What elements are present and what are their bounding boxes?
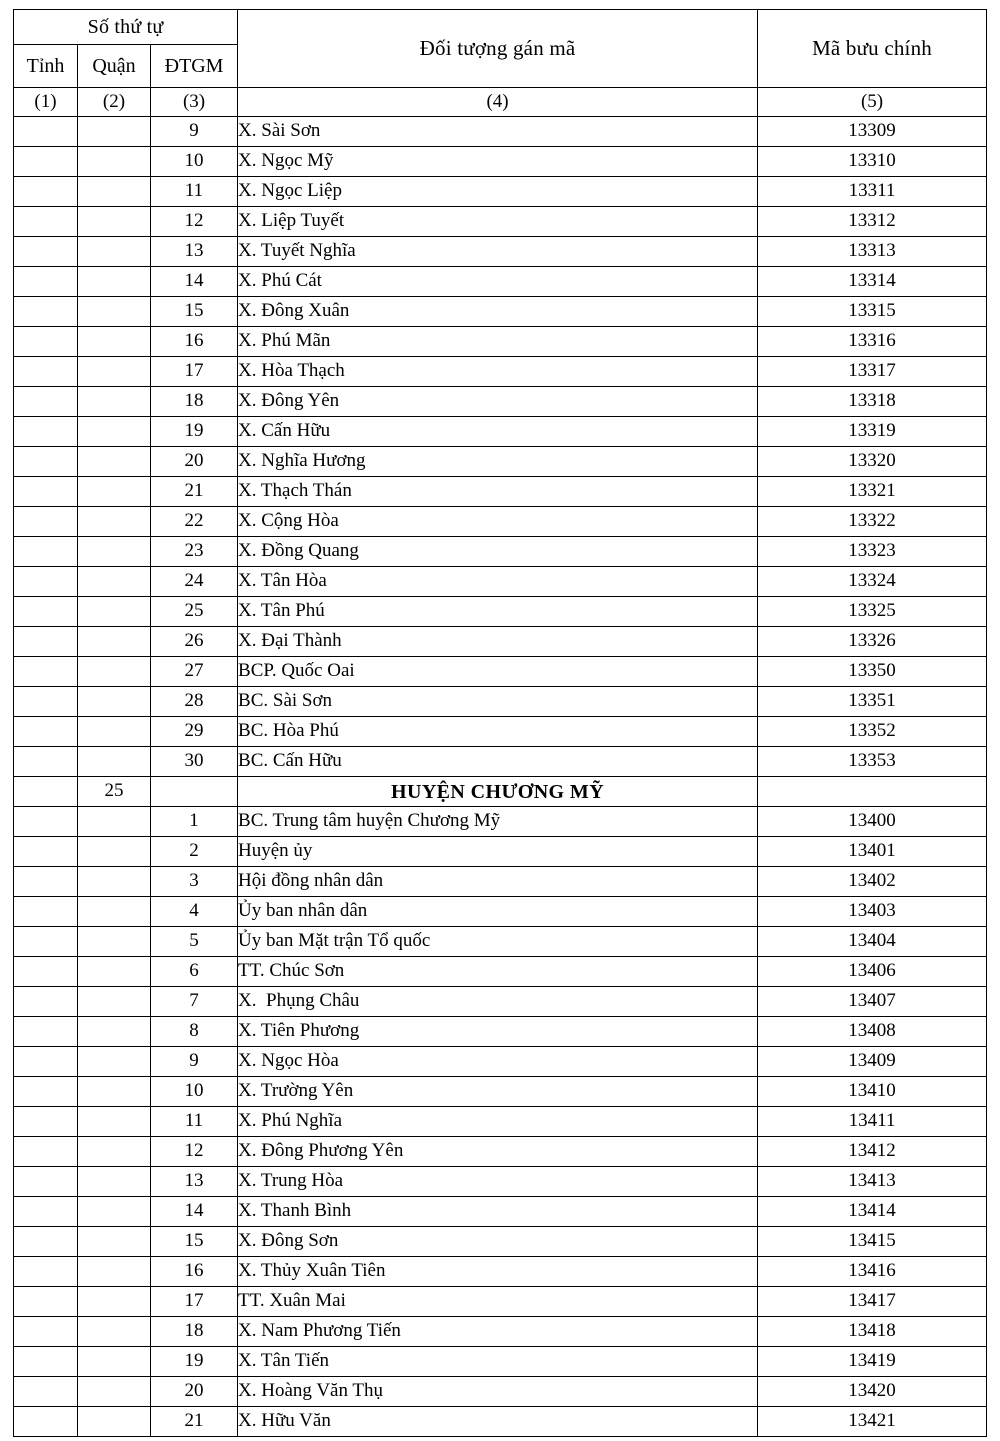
cell-doi-tuong: X. Hoàng Văn Thụ (238, 1377, 758, 1407)
cell-quan (78, 117, 151, 147)
cell-quan (78, 897, 151, 927)
cell-doi-tuong: X. Tân Hòa (238, 567, 758, 597)
cell-tinh (14, 207, 78, 237)
cell-quan (78, 387, 151, 417)
cell-doi-tuong: BC. Sài Sơn (238, 687, 758, 717)
header-number-2: (2) (78, 88, 151, 117)
cell-dtgm: 11 (151, 177, 238, 207)
cell-ma-buu-chinh: 13309 (758, 117, 987, 147)
table-row (14, 1167, 987, 1197)
cell-doi-tuong: X. Trường Yên (238, 1077, 758, 1107)
cell-tinh (14, 417, 78, 447)
cell-ma-buu-chinh: 13418 (758, 1317, 987, 1347)
cell-ma-buu-chinh: 13315 (758, 297, 987, 327)
cell-ma-buu-chinh: 13318 (758, 387, 987, 417)
cell-tinh (14, 597, 78, 627)
cell-dtgm: 7 (151, 987, 238, 1017)
cell-doi-tuong: Huyện ủy (238, 837, 758, 867)
cell-tinh (14, 1047, 78, 1077)
cell-dtgm: 15 (151, 297, 238, 327)
cell-tinh (14, 177, 78, 207)
cell-ma-buu-chinh: 13351 (758, 687, 987, 717)
table-row (14, 1287, 987, 1317)
cell-quan (78, 1407, 151, 1437)
cell-quan (78, 1287, 151, 1317)
table-row (14, 447, 987, 477)
cell-quan: 25 (78, 777, 151, 807)
cell-ma-buu-chinh: 13311 (758, 177, 987, 207)
cell-ma-buu-chinh: 13325 (758, 597, 987, 627)
table-row (14, 1137, 987, 1167)
cell-dtgm: 29 (151, 717, 238, 747)
cell-doi-tuong: TT. Xuân Mai (238, 1287, 758, 1317)
cell-dtgm: 15 (151, 1227, 238, 1257)
cell-doi-tuong: BC. Cấn Hữu (238, 747, 758, 777)
cell-tinh (14, 1347, 78, 1377)
cell-quan (78, 147, 151, 177)
cell-ma-buu-chinh: 13352 (758, 717, 987, 747)
cell-quan (78, 717, 151, 747)
header-number-1: (1) (14, 88, 78, 117)
cell-ma-buu-chinh: 13313 (758, 237, 987, 267)
cell-doi-tuong: X. Ngọc Hòa (238, 1047, 758, 1077)
cell-quan (78, 447, 151, 477)
cell-dtgm: 28 (151, 687, 238, 717)
table-row (14, 117, 987, 147)
cell-quan (78, 987, 151, 1017)
cell-quan (78, 1377, 151, 1407)
cell-doi-tuong: X. Tiên Phương (238, 1017, 758, 1047)
cell-dtgm: 10 (151, 1077, 238, 1107)
cell-doi-tuong: X. Thủy Xuân Tiên (238, 1257, 758, 1287)
table-row (14, 597, 987, 627)
header-row-numbers (14, 88, 987, 117)
cell-doi-tuong: X. Phú Cát (238, 267, 758, 297)
cell-quan (78, 1197, 151, 1227)
cell-dtgm: 11 (151, 1107, 238, 1137)
cell-dtgm: 18 (151, 387, 238, 417)
cell-dtgm: 16 (151, 1257, 238, 1287)
cell-dtgm: 6 (151, 957, 238, 987)
header-ma-buu-chinh: Mã bưu chính (758, 10, 987, 88)
cell-tinh (14, 657, 78, 687)
cell-dtgm: 22 (151, 507, 238, 537)
table-row (14, 267, 987, 297)
cell-ma-buu-chinh: 13321 (758, 477, 987, 507)
table-row (14, 537, 987, 567)
table-row (14, 837, 987, 867)
cell-quan (78, 1047, 151, 1077)
cell-ma-buu-chinh: 13410 (758, 1077, 987, 1107)
table-row (14, 567, 987, 597)
cell-quan (78, 177, 151, 207)
cell-tinh (14, 807, 78, 837)
cell-doi-tuong: X. Cấn Hữu (238, 417, 758, 447)
cell-ma-buu-chinh: 13323 (758, 537, 987, 567)
header-doi-tuong-gan-ma: Đối tượng gán mã (238, 10, 758, 88)
cell-ma-buu-chinh: 13322 (758, 507, 987, 537)
cell-dtgm: 25 (151, 597, 238, 627)
cell-ma-buu-chinh: 13403 (758, 897, 987, 927)
cell-doi-tuong: X. Đông Phương Yên (238, 1137, 758, 1167)
table-row (14, 1047, 987, 1077)
cell-doi-tuong: X. Cộng Hòa (238, 507, 758, 537)
table-row (14, 867, 987, 897)
cell-quan (78, 1017, 151, 1047)
cell-tinh (14, 297, 78, 327)
cell-ma-buu-chinh: 13314 (758, 267, 987, 297)
table-row (14, 1197, 987, 1227)
cell-ma-buu-chinh: 13415 (758, 1227, 987, 1257)
cell-dtgm: 19 (151, 417, 238, 447)
table-row (14, 1257, 987, 1287)
cell-quan (78, 507, 151, 537)
cell-doi-tuong: Hội đồng nhân dân (238, 867, 758, 897)
cell-doi-tuong: X. Hữu Văn (238, 1407, 758, 1437)
header-tinh: Tỉnh (14, 45, 78, 88)
section-header-row (14, 777, 987, 807)
cell-quan (78, 927, 151, 957)
cell-doi-tuong: X. Nghĩa Hương (238, 447, 758, 477)
cell-tinh (14, 987, 78, 1017)
cell-ma-buu-chinh: 13417 (758, 1287, 987, 1317)
table-row (14, 717, 987, 747)
cell-tinh (14, 327, 78, 357)
table-row (14, 1077, 987, 1107)
cell-doi-tuong: X. Đông Yên (238, 387, 758, 417)
header-dtgm: ĐTGM (151, 45, 238, 88)
cell-tinh (14, 117, 78, 147)
cell-quan (78, 1077, 151, 1107)
table-row (14, 297, 987, 327)
cell-dtgm: 16 (151, 327, 238, 357)
cell-quan (78, 357, 151, 387)
cell-doi-tuong: X. Trung Hòa (238, 1167, 758, 1197)
cell-doi-tuong: TT. Chúc Sơn (238, 957, 758, 987)
cell-tinh (14, 777, 78, 807)
cell-dtgm: 23 (151, 537, 238, 567)
cell-ma-buu-chinh: 13316 (758, 327, 987, 357)
cell-quan (78, 1317, 151, 1347)
cell-tinh (14, 687, 78, 717)
cell-quan (78, 1107, 151, 1137)
cell-tinh (14, 837, 78, 867)
cell-dtgm: 30 (151, 747, 238, 777)
cell-tinh (14, 1017, 78, 1047)
cell-doi-tuong: X. Tân Tiến (238, 1347, 758, 1377)
cell-dtgm: 20 (151, 1377, 238, 1407)
header-number-3: (3) (151, 88, 238, 117)
cell-quan (78, 1137, 151, 1167)
cell-tinh (14, 507, 78, 537)
table-row (14, 1377, 987, 1407)
table-row (14, 957, 987, 987)
cell-ma-buu-chinh: 13326 (758, 627, 987, 657)
cell-ma-buu-chinh: 13400 (758, 807, 987, 837)
cell-ma-buu-chinh: 13421 (758, 1407, 987, 1437)
cell-tinh (14, 897, 78, 927)
table-row (14, 507, 987, 537)
table-row (14, 1017, 987, 1047)
cell-ma-buu-chinh: 13412 (758, 1137, 987, 1167)
cell-tinh (14, 447, 78, 477)
cell-quan (78, 1227, 151, 1257)
cell-ma-buu-chinh: 13409 (758, 1047, 987, 1077)
cell-quan (78, 537, 151, 567)
cell-quan (78, 747, 151, 777)
table-row (14, 237, 987, 267)
cell-dtgm: 12 (151, 1137, 238, 1167)
cell-tinh (14, 1317, 78, 1347)
cell-dtgm: 17 (151, 1287, 238, 1317)
table-row (14, 987, 987, 1017)
cell-dtgm: 2 (151, 837, 238, 867)
table-row (14, 1347, 987, 1377)
cell-doi-tuong: X. Đồng Quang (238, 537, 758, 567)
cell-doi-tuong: X. Thạch Thán (238, 477, 758, 507)
cell-tinh (14, 1407, 78, 1437)
cell-ma-buu-chinh: 13317 (758, 357, 987, 387)
cell-quan (78, 267, 151, 297)
table-row (14, 147, 987, 177)
table-row (14, 207, 987, 237)
cell-tinh (14, 717, 78, 747)
cell-dtgm: 9 (151, 117, 238, 147)
cell-doi-tuong: X. Phú Mãn (238, 327, 758, 357)
cell-ma-buu-chinh: 13402 (758, 867, 987, 897)
cell-tinh (14, 957, 78, 987)
cell-ma-buu-chinh: 13320 (758, 447, 987, 477)
cell-ma-buu-chinh: 13401 (758, 837, 987, 867)
cell-quan (78, 207, 151, 237)
cell-dtgm: 9 (151, 1047, 238, 1077)
cell-quan (78, 597, 151, 627)
cell-ma-buu-chinh: 13350 (758, 657, 987, 687)
cell-tinh (14, 927, 78, 957)
cell-dtgm: 19 (151, 1347, 238, 1377)
cell-tinh (14, 1137, 78, 1167)
cell-doi-tuong: X. Đại Thành (238, 627, 758, 657)
cell-tinh (14, 1377, 78, 1407)
cell-tinh (14, 537, 78, 567)
cell-dtgm (151, 777, 238, 807)
cell-doi-tuong: X. Thanh Bình (238, 1197, 758, 1227)
cell-tinh (14, 477, 78, 507)
cell-dtgm: 21 (151, 1407, 238, 1437)
table-row (14, 1407, 987, 1437)
table-row (14, 657, 987, 687)
table-row (14, 357, 987, 387)
table-row (14, 417, 987, 447)
cell-tinh (14, 1167, 78, 1197)
cell-quan (78, 237, 151, 267)
table-row (14, 1227, 987, 1257)
cell-dtgm: 17 (151, 357, 238, 387)
cell-doi-tuong: X. Liệp Tuyết (238, 207, 758, 237)
cell-tinh (14, 1107, 78, 1137)
cell-doi-tuong: X. Nam Phương Tiến (238, 1317, 758, 1347)
cell-doi-tuong: BC. Trung tâm huyện Chương Mỹ (238, 807, 758, 837)
cell-dtgm: 13 (151, 237, 238, 267)
cell-dtgm: 1 (151, 807, 238, 837)
cell-ma-buu-chinh: 13310 (758, 147, 987, 177)
cell-dtgm: 12 (151, 207, 238, 237)
cell-tinh (14, 1227, 78, 1257)
table-row (14, 477, 987, 507)
cell-quan (78, 657, 151, 687)
cell-ma-buu-chinh: 13419 (758, 1347, 987, 1377)
header-quan: Quận (78, 45, 151, 88)
cell-doi-tuong: X. Ngọc Liệp (238, 177, 758, 207)
cell-doi-tuong: X. Sài Sơn (238, 117, 758, 147)
table-header (14, 10, 987, 117)
cell-ma-buu-chinh: 13319 (758, 417, 987, 447)
cell-dtgm: 26 (151, 627, 238, 657)
cell-dtgm: 14 (151, 267, 238, 297)
cell-tinh (14, 867, 78, 897)
cell-quan (78, 327, 151, 357)
cell-ma-buu-chinh: 13353 (758, 747, 987, 777)
cell-ma-buu-chinh: 13411 (758, 1107, 987, 1137)
cell-quan (78, 1257, 151, 1287)
table-row (14, 897, 987, 927)
cell-ma-buu-chinh: 13312 (758, 207, 987, 237)
cell-quan (78, 627, 151, 657)
cell-doi-tuong: X. Tân Phú (238, 597, 758, 627)
cell-dtgm: 8 (151, 1017, 238, 1047)
cell-doi-tuong: Ủy ban nhân dân (238, 897, 758, 927)
cell-quan (78, 807, 151, 837)
cell-dtgm: 13 (151, 1167, 238, 1197)
cell-doi-tuong: X. Hòa Thạch (238, 357, 758, 387)
cell-quan (78, 567, 151, 597)
cell-tinh (14, 567, 78, 597)
cell-ma-buu-chinh: 13414 (758, 1197, 987, 1227)
cell-doi-tuong: X. Phú Nghĩa (238, 1107, 758, 1137)
header-number-5: (5) (758, 88, 987, 117)
cell-dtgm: 3 (151, 867, 238, 897)
cell-tinh (14, 627, 78, 657)
cell-ma-buu-chinh: 13406 (758, 957, 987, 987)
cell-tinh (14, 237, 78, 267)
cell-quan (78, 1347, 151, 1377)
cell-quan (78, 297, 151, 327)
cell-tinh (14, 1077, 78, 1107)
cell-ma-buu-chinh: 13413 (758, 1167, 987, 1197)
cell-doi-tuong: X. Ngọc Mỹ (238, 147, 758, 177)
cell-dtgm: 5 (151, 927, 238, 957)
cell-dtgm: 14 (151, 1197, 238, 1227)
cell-dtgm: 24 (151, 567, 238, 597)
postal-code-table (13, 9, 987, 1437)
header-row-group (14, 10, 987, 45)
cell-doi-tuong: X. Tuyết Nghĩa (238, 237, 758, 267)
cell-tinh (14, 357, 78, 387)
cell-ma-buu-chinh: 13407 (758, 987, 987, 1017)
cell-dtgm: 4 (151, 897, 238, 927)
cell-ma-buu-chinh: 13408 (758, 1017, 987, 1047)
table-row (14, 1317, 987, 1347)
cell-ma-buu-chinh: 13404 (758, 927, 987, 957)
cell-tinh (14, 1287, 78, 1317)
cell-section-title: HUYỆN CHƯƠNG MỸ (238, 777, 758, 807)
cell-dtgm: 21 (151, 477, 238, 507)
cell-quan (78, 957, 151, 987)
cell-dtgm: 27 (151, 657, 238, 687)
cell-dtgm: 10 (151, 147, 238, 177)
table-body (14, 117, 987, 1437)
cell-doi-tuong: Ủy ban Mặt trận Tổ quốc (238, 927, 758, 957)
cell-tinh (14, 267, 78, 297)
header-so-thu-tu: Số thứ tự (14, 10, 238, 45)
cell-doi-tuong: X. Phụng Châu (238, 987, 758, 1017)
table-row (14, 627, 987, 657)
cell-quan (78, 477, 151, 507)
cell-doi-tuong: BCP. Quốc Oai (238, 657, 758, 687)
cell-quan (78, 1167, 151, 1197)
table-row (14, 327, 987, 357)
cell-doi-tuong: X. Đông Xuân (238, 297, 758, 327)
cell-tinh (14, 1197, 78, 1227)
table-row (14, 927, 987, 957)
cell-ma-buu-chinh: 13416 (758, 1257, 987, 1287)
cell-tinh (14, 747, 78, 777)
cell-quan (78, 687, 151, 717)
cell-ma-buu-chinh: 13324 (758, 567, 987, 597)
table-row (14, 687, 987, 717)
cell-quan (78, 867, 151, 897)
cell-dtgm: 18 (151, 1317, 238, 1347)
cell-dtgm: 20 (151, 447, 238, 477)
cell-tinh (14, 1257, 78, 1287)
table-row (14, 1107, 987, 1137)
cell-tinh (14, 387, 78, 417)
table-row (14, 177, 987, 207)
cell-doi-tuong: X. Đông Sơn (238, 1227, 758, 1257)
cell-quan (78, 837, 151, 867)
cell-quan (78, 417, 151, 447)
table-row (14, 807, 987, 837)
table-row (14, 387, 987, 417)
cell-ma-buu-chinh: 13420 (758, 1377, 987, 1407)
cell-ma-buu-chinh (758, 777, 987, 807)
cell-doi-tuong: BC. Hòa Phú (238, 717, 758, 747)
table-row (14, 747, 987, 777)
cell-tinh (14, 147, 78, 177)
header-number-4: (4) (238, 88, 758, 117)
